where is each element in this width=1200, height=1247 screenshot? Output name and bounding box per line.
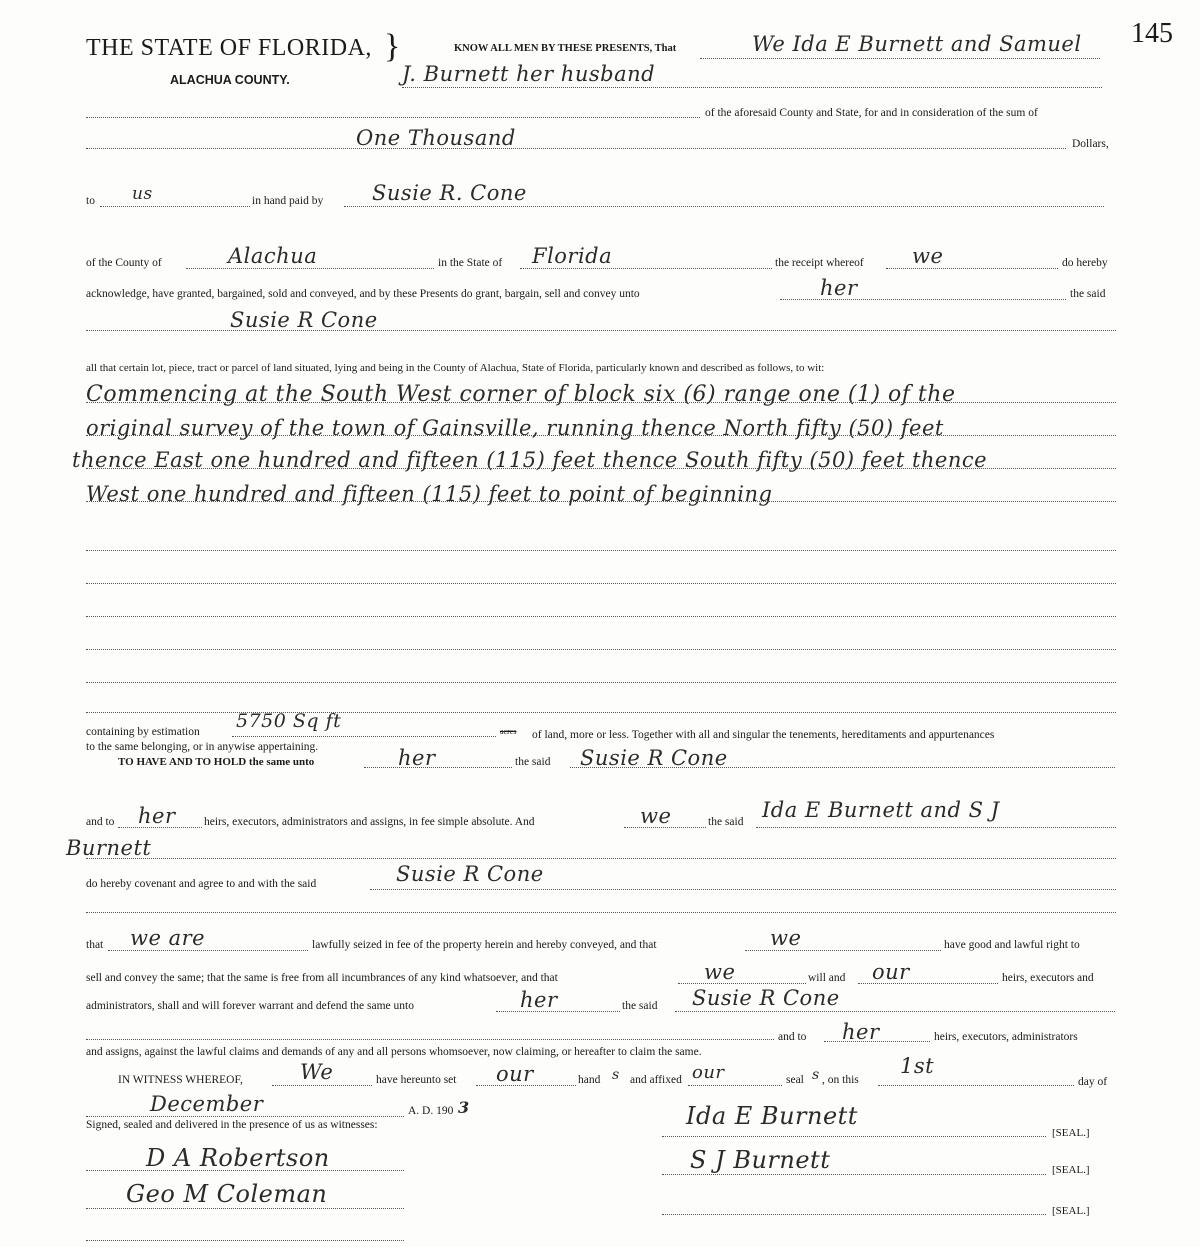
hand-text: hand (578, 1074, 601, 1086)
and-assigns-text: and assigns, against the lawful claims and demands of any and all persons whomsoever, now claiming, or hereafter to claim the same. (86, 1046, 702, 1058)
affixed-text: and affixed (630, 1074, 682, 1086)
seal-label-3: [SEAL.] (1052, 1205, 1090, 1217)
rule (780, 299, 1066, 300)
rule (108, 950, 308, 951)
lawfully-text: lawfully seized in fee of the property herein and hereby conveyed, and that (312, 939, 657, 951)
rule (86, 148, 1066, 149)
to-label: to (86, 195, 95, 207)
description-line-2: original survey of the town of Gainsville, running thence North fifty (50) feet (86, 416, 944, 440)
state-value: Florida (532, 244, 613, 268)
rule (86, 616, 1116, 617)
and-to-label-2: and to (778, 1031, 807, 1043)
seal-label-2: [SEAL.] (1052, 1164, 1090, 1176)
year-value: 3 (458, 1098, 470, 1117)
dollars-label: Dollars, (1072, 138, 1109, 150)
rule (688, 1085, 782, 1086)
do-hereby: do hereby (1062, 257, 1108, 269)
we-are: we are (130, 926, 206, 950)
rule (886, 268, 1058, 269)
on-this-text: , on this (822, 1074, 859, 1086)
that-label: that (86, 939, 104, 951)
the-said: the said (622, 1000, 658, 1012)
rule (86, 1116, 404, 1117)
witness-2-signature: Geo M Coleman (126, 1180, 328, 1208)
rule (624, 827, 706, 828)
we-will: we (704, 960, 736, 984)
rule (118, 827, 202, 828)
rule (86, 468, 1116, 469)
heirs-exec-admin-text: heirs, executors, administrators (934, 1031, 1078, 1043)
covenant-text: do hereby covenant and agree to and with the said (86, 878, 317, 890)
hand-s: s (612, 1067, 620, 1083)
grantor-2-signature: S J Burnett (690, 1146, 831, 1174)
rule (86, 435, 1116, 436)
grantor-line-2: J. Burnett her husband (402, 62, 656, 86)
in-state-label: in the State of (438, 257, 503, 269)
paid-by-name: Susie R. Cone (372, 181, 527, 205)
aforesaid-text: of the aforesaid County and State, for and in consideration of the sum of (705, 107, 1038, 119)
acknowledge-text: acknowledge, have granted, bargained, sold and conveyed, and by these Presents do grant, bargain, sell and convey unto (86, 288, 640, 300)
seal-text: seal (786, 1074, 804, 1086)
rule (824, 1041, 930, 1042)
witness-label: IN WITNESS WHEREOF, (118, 1074, 243, 1086)
rule (86, 550, 1116, 551)
seal-s: s (812, 1067, 820, 1083)
rule (662, 1174, 1046, 1175)
month-value: December (150, 1092, 264, 1116)
rule (86, 1208, 404, 1209)
rule (86, 1170, 404, 1171)
acres-struck: acres (500, 727, 517, 736)
rule (232, 736, 496, 737)
ad-text: A. D. 190 (408, 1105, 454, 1117)
sum-amount: One Thousand (356, 126, 516, 150)
estimation-value: 5750 Sq ft (236, 710, 342, 732)
rule (86, 402, 1116, 403)
of-land-text: of land, more or less. Together with all and singular the tenements, hereditaments and appurtenances (532, 729, 995, 741)
rule (86, 583, 1116, 584)
covenant-with: Susie R Cone (396, 862, 544, 886)
rule (86, 912, 1116, 913)
heirs-her: her (138, 804, 176, 828)
grantor-line-1: We Ida E Burnett and Samuel (752, 32, 1082, 56)
intro-text: KNOW ALL MEN BY THESE PRESENTS, That (454, 43, 677, 54)
grantee-name: Susie R Cone (230, 308, 378, 332)
of-county-label: of the County of (86, 257, 162, 269)
our-value: our (872, 960, 910, 984)
receipt-value: we (912, 244, 944, 268)
and-to-label: and to (86, 816, 115, 828)
heirs-fee-text: heirs, executors, administrators and assigns, in fee simple absolute. And (204, 816, 535, 828)
unto-value: her (820, 276, 858, 300)
rule (878, 1085, 1074, 1086)
rule (364, 767, 512, 768)
rule (678, 983, 806, 984)
will-and-text: will and (808, 972, 846, 984)
rule (86, 1240, 404, 1241)
to-have-text: TO HAVE AND TO HOLD the same unto (118, 756, 315, 768)
description-line-3: thence East one hundred and fifteen (115) feet thence South fifty (50) feet thence (72, 448, 988, 472)
defend-unto: her (520, 988, 558, 1012)
and-to-her: her (842, 1020, 880, 1044)
rule (476, 1085, 576, 1086)
the-said: the said (708, 816, 744, 828)
defend-said: Susie R Cone (692, 986, 840, 1010)
state-title: THE STATE OF FLORIDA, (86, 35, 372, 61)
rule (745, 950, 941, 951)
rule (858, 983, 998, 984)
description-line-1: Commencing at the South West corner of block six (6) range one (1) of the (86, 382, 956, 407)
grantor-1-signature: Ida E Burnett (686, 1102, 858, 1130)
rule (402, 87, 1102, 88)
brace: } (384, 28, 401, 65)
rule (272, 1085, 372, 1086)
rule (662, 1214, 1046, 1215)
rule (86, 1039, 774, 1040)
county-value: Alachua (228, 244, 318, 268)
day-of-text: day of (1078, 1076, 1108, 1088)
the-said: the said (1070, 288, 1106, 300)
county-title: ALACHUA COUNTY. (170, 73, 290, 87)
our-seal: our (692, 1062, 725, 1083)
description-line-4: West one hundred and fifteen (115) feet to point of beginning (86, 482, 773, 506)
rule (570, 767, 1115, 768)
the-said: the said (515, 756, 551, 768)
heirs-exec-and-text: heirs, executors and (1002, 972, 1094, 984)
signed-text: Signed, sealed and delivered in the presence of us as witnesses: (86, 1119, 378, 1131)
witness-1-signature: D A Robertson (146, 1144, 330, 1172)
rule (86, 682, 1116, 683)
rule (520, 268, 772, 269)
rule (86, 649, 1116, 650)
said-grantors-1: Ida E Burnett and S J (762, 798, 1000, 822)
administrators-text: administrators, shall and will forever warrant and defend the same unto (86, 1000, 414, 1012)
containing-label: containing by estimation (86, 726, 200, 738)
rule (86, 858, 1116, 859)
said-grantors-2: Burnett (66, 836, 152, 860)
rule (675, 1011, 1115, 1012)
rule (100, 206, 250, 207)
rule (370, 889, 1116, 890)
all-that-text: all that certain lot, piece, tract or parcel of land situated, lying and being in the County of Alachua, State of Florida, particularly known and described as follows, to wit: (86, 362, 825, 374)
sell-convey-text: sell and convey the same; that the same is free from all incumbrances of any kind whatsoever, and that (86, 972, 558, 984)
hold-said-value: Susie R Cone (580, 746, 728, 770)
hold-unto-value: her (398, 746, 436, 770)
page-number: 145 (1131, 18, 1173, 49)
day-value: 1st (900, 1054, 935, 1078)
rule (496, 1011, 620, 1012)
rule (700, 58, 1100, 59)
same-belonging-text: to the same belonging, or in anywise appertaining. (86, 741, 319, 753)
rule (86, 117, 700, 118)
to-who: us (132, 184, 153, 204)
rule (662, 1136, 1046, 1137)
rule (756, 827, 1116, 828)
good-right-text: have good and lawful right to (944, 939, 1080, 951)
hereunto-text: have hereunto set (376, 1074, 457, 1086)
and-we: we (640, 804, 672, 828)
receipt-label: the receipt whereof (775, 257, 864, 269)
rule (86, 501, 1116, 502)
seal-label-1: [SEAL.] (1052, 1127, 1090, 1139)
our-hand: our (496, 1062, 534, 1086)
witness-we: We (300, 1060, 334, 1084)
rule (86, 330, 1116, 331)
in-hand-paid-by: in hand paid by (252, 195, 324, 207)
rule (186, 268, 434, 269)
rule (344, 206, 1104, 207)
that-we: we (770, 926, 802, 950)
